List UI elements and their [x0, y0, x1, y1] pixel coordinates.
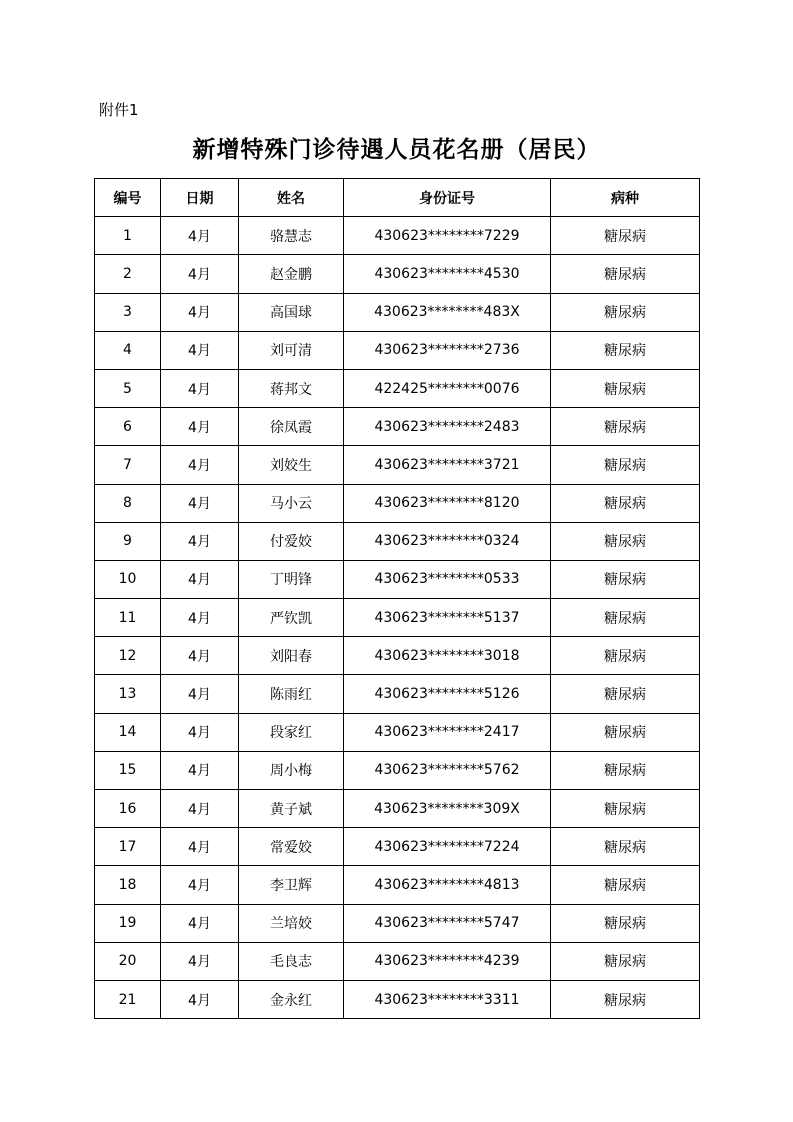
- cell-name: 高国球: [239, 293, 344, 331]
- cell-name: 常爱姣: [239, 828, 344, 866]
- cell-name: 刘阳春: [239, 637, 344, 675]
- cell-number: 6: [95, 408, 161, 446]
- cell-disease: 糖尿病: [551, 560, 700, 598]
- cell-disease: 糖尿病: [551, 866, 700, 904]
- table-row: [95, 828, 700, 866]
- cell-name: 金永红: [239, 980, 344, 1018]
- cell-name: 周小梅: [239, 751, 344, 789]
- cell-number: 4: [95, 331, 161, 369]
- cell-name: 兰培姣: [239, 904, 344, 942]
- cell-name: 丁明锋: [239, 560, 344, 598]
- cell-date: 4月: [161, 828, 239, 866]
- cell-id-number: 430623********7224: [344, 828, 551, 866]
- document-title: 新增特殊门诊待遇人员花名册（居民）: [192, 136, 601, 163]
- header-id-number: 身份证号: [344, 179, 551, 217]
- cell-number: 9: [95, 522, 161, 560]
- table-row: [95, 751, 700, 789]
- cell-number: 5: [95, 369, 161, 407]
- cell-disease: 糖尿病: [551, 942, 700, 980]
- cell-name: 刘可清: [239, 331, 344, 369]
- cell-number: 19: [95, 904, 161, 942]
- cell-date: 4月: [161, 369, 239, 407]
- cell-date: 4月: [161, 637, 239, 675]
- cell-number: 13: [95, 675, 161, 713]
- cell-disease: 糖尿病: [551, 484, 700, 522]
- cell-number: 11: [95, 599, 161, 637]
- table-row: [95, 980, 700, 1018]
- cell-name: 骆慧志: [239, 217, 344, 255]
- table-row: [95, 599, 700, 637]
- cell-date: 4月: [161, 522, 239, 560]
- table-header-row: [95, 179, 700, 217]
- cell-name: 刘姣生: [239, 446, 344, 484]
- table-row: [95, 904, 700, 942]
- header-disease: 病种: [551, 179, 700, 217]
- cell-id-number: 430623********4813: [344, 866, 551, 904]
- cell-disease: 糖尿病: [551, 751, 700, 789]
- cell-id-number: 430623********8120: [344, 484, 551, 522]
- cell-disease: 糖尿病: [551, 293, 700, 331]
- roster-table: [94, 178, 700, 1019]
- cell-date: 4月: [161, 675, 239, 713]
- cell-date: 4月: [161, 904, 239, 942]
- cell-number: 14: [95, 713, 161, 751]
- cell-id-number: 430623********5137: [344, 599, 551, 637]
- cell-date: 4月: [161, 217, 239, 255]
- cell-number: 1: [95, 217, 161, 255]
- cell-name: 严钦凯: [239, 599, 344, 637]
- cell-disease: 糖尿病: [551, 522, 700, 560]
- cell-number: 15: [95, 751, 161, 789]
- cell-disease: 糖尿病: [551, 331, 700, 369]
- cell-number: 12: [95, 637, 161, 675]
- cell-id-number: 430623********483X: [344, 293, 551, 331]
- cell-date: 4月: [161, 980, 239, 1018]
- cell-id-number: 430623********4239: [344, 942, 551, 980]
- table-row: [95, 866, 700, 904]
- cell-id-number: 430623********3311: [344, 980, 551, 1018]
- cell-date: 4月: [161, 866, 239, 904]
- table-row: [95, 637, 700, 675]
- cell-id-number: 430623********5747: [344, 904, 551, 942]
- table-row: [95, 484, 700, 522]
- cell-date: 4月: [161, 942, 239, 980]
- header-date: 日期: [161, 179, 239, 217]
- cell-id-number: 430623********0324: [344, 522, 551, 560]
- cell-number: 2: [95, 255, 161, 293]
- cell-id-number: 422425********0076: [344, 369, 551, 407]
- cell-name: 赵金鹏: [239, 255, 344, 293]
- cell-number: 21: [95, 980, 161, 1018]
- cell-date: 4月: [161, 599, 239, 637]
- table-row: [95, 942, 700, 980]
- attachment-label: 附件1: [99, 101, 139, 119]
- cell-disease: 糖尿病: [551, 217, 700, 255]
- cell-disease: 糖尿病: [551, 255, 700, 293]
- cell-number: 3: [95, 293, 161, 331]
- cell-disease: 糖尿病: [551, 713, 700, 751]
- table-row: [95, 790, 700, 828]
- cell-number: 10: [95, 560, 161, 598]
- cell-disease: 糖尿病: [551, 637, 700, 675]
- table-row: [95, 217, 700, 255]
- table-row: [95, 408, 700, 446]
- cell-id-number: 430623********3018: [344, 637, 551, 675]
- cell-name: 蒋邦文: [239, 369, 344, 407]
- cell-date: 4月: [161, 713, 239, 751]
- cell-date: 4月: [161, 790, 239, 828]
- cell-number: 16: [95, 790, 161, 828]
- cell-id-number: 430623********0533: [344, 560, 551, 598]
- cell-disease: 糖尿病: [551, 446, 700, 484]
- cell-id-number: 430623********2417: [344, 713, 551, 751]
- cell-date: 4月: [161, 560, 239, 598]
- cell-disease: 糖尿病: [551, 675, 700, 713]
- cell-date: 4月: [161, 484, 239, 522]
- cell-disease: 糖尿病: [551, 904, 700, 942]
- cell-disease: 糖尿病: [551, 828, 700, 866]
- cell-id-number: 430623********7229: [344, 217, 551, 255]
- table-row: [95, 713, 700, 751]
- header-number: 编号: [95, 179, 161, 217]
- cell-date: 4月: [161, 255, 239, 293]
- cell-id-number: 430623********2736: [344, 331, 551, 369]
- cell-name: 徐凤霞: [239, 408, 344, 446]
- cell-name: 付爱姣: [239, 522, 344, 560]
- table-row: [95, 446, 700, 484]
- cell-name: 马小云: [239, 484, 344, 522]
- table-row: [95, 331, 700, 369]
- cell-date: 4月: [161, 408, 239, 446]
- cell-disease: 糖尿病: [551, 790, 700, 828]
- cell-date: 4月: [161, 331, 239, 369]
- cell-name: 陈雨红: [239, 675, 344, 713]
- table-row: [95, 522, 700, 560]
- cell-name: 段家红: [239, 713, 344, 751]
- table-row: [95, 255, 700, 293]
- cell-name: 李卫辉: [239, 866, 344, 904]
- cell-id-number: 430623********5126: [344, 675, 551, 713]
- cell-number: 18: [95, 866, 161, 904]
- cell-disease: 糖尿病: [551, 408, 700, 446]
- cell-name: 黄子斌: [239, 790, 344, 828]
- table-body: [95, 217, 700, 1019]
- cell-id-number: 430623********4530: [344, 255, 551, 293]
- cell-number: 20: [95, 942, 161, 980]
- cell-date: 4月: [161, 293, 239, 331]
- cell-number: 17: [95, 828, 161, 866]
- cell-name: 毛良志: [239, 942, 344, 980]
- cell-date: 4月: [161, 446, 239, 484]
- table-row: [95, 293, 700, 331]
- cell-id-number: 430623********2483: [344, 408, 551, 446]
- cell-id-number: 430623********309X: [344, 790, 551, 828]
- cell-id-number: 430623********5762: [344, 751, 551, 789]
- cell-number: 7: [95, 446, 161, 484]
- cell-number: 8: [95, 484, 161, 522]
- header-name: 姓名: [239, 179, 344, 217]
- table-row: [95, 369, 700, 407]
- cell-id-number: 430623********3721: [344, 446, 551, 484]
- cell-date: 4月: [161, 751, 239, 789]
- cell-disease: 糖尿病: [551, 599, 700, 637]
- table-row: [95, 675, 700, 713]
- cell-disease: 糖尿病: [551, 369, 700, 407]
- cell-disease: 糖尿病: [551, 980, 700, 1018]
- table-row: [95, 560, 700, 598]
